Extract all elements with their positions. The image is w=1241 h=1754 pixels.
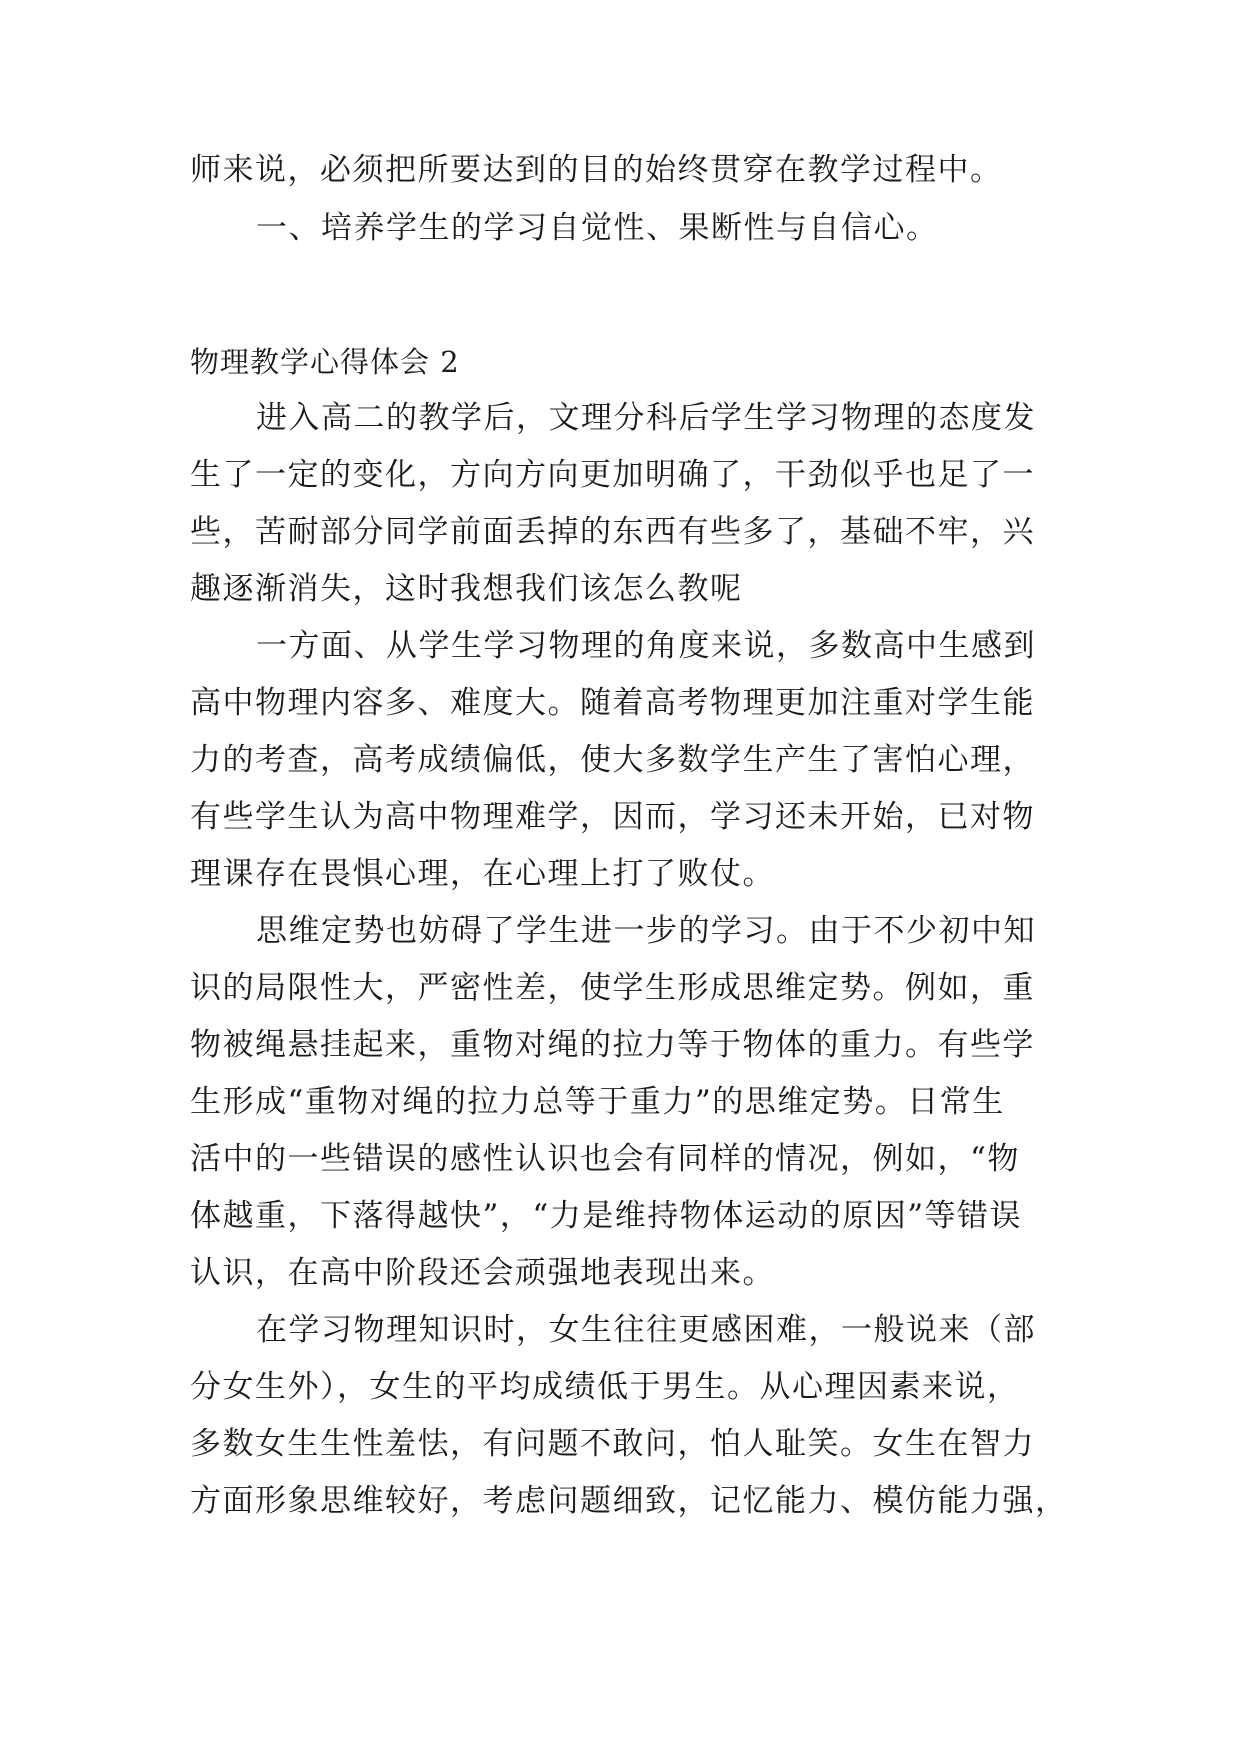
paragraph-line: 分女生外），女生的平均成绩低于男生。从心理因素来说，: [190, 1369, 1020, 1405]
section-heading: 物理教学心得体会 2: [190, 345, 460, 379]
paragraph-line: 活中的一些错误的感性认识也会有同样的情况，例如，“物: [190, 1141, 1020, 1177]
paragraph-line: 体越重，下落得越快”，“力是维持物体运动的原因”等错误: [190, 1198, 1023, 1234]
paragraph-line: 多数女生生性羞怯，有问题不敢问，怕人耻笑。女生在智力: [190, 1426, 1035, 1462]
paragraph-line: 师来说，必须把所要达到的目的始终贯穿在教学过程中。: [190, 152, 1003, 188]
paragraph-line: 理课存在畏惧心理，在心理上打了败仗。: [190, 856, 775, 892]
paragraph-line: 一方面、从学生学习物理的角度来说，多数高中生感到: [256, 628, 1036, 664]
paragraph-line: 方面形象思维较好，考虑问题细致，记忆能力、模仿能力强，: [190, 1483, 1068, 1519]
paragraph-line: 进入高二的教学后，文理分科后学生学习物理的态度发: [256, 400, 1036, 436]
paragraph-line: 趣逐渐消失，这时我想我们该怎么教呢: [190, 571, 743, 607]
paragraph-line: 高中物理内容多、难度大。随着高考物理更加注重对学生能: [190, 685, 1035, 721]
paragraph-line: 一、培养学生的学习自觉性、果断性与自信心。: [256, 210, 939, 246]
paragraph-line: 些，苦耐部分同学前面丢掉的东西有些多了，基础不牢，兴: [190, 514, 1035, 550]
paragraph-line: 认识，在高中阶段还会顽强地表现出来。: [190, 1255, 775, 1291]
paragraph-line: 物被绳悬挂起来，重物对绳的拉力等于物体的重力。有些学: [190, 1027, 1035, 1063]
paragraph-line: 思维定势也妨碍了学生进一步的学习。由于不少初中知: [256, 913, 1036, 949]
paragraph-line: 有些学生认为高中物理难学，因而，学习还未开始，已对物: [190, 799, 1035, 835]
paragraph-line: 生形成“重物对绳的拉力总等于重力”的思维定势。日常生: [190, 1084, 1005, 1120]
paragraph-line: 在学习物理知识时，女生往往更感困难，一般说来（部: [256, 1312, 1036, 1348]
paragraph-line: 力的考查，高考成绩偏低，使大多数学生产生了害怕心理，: [190, 742, 1035, 778]
paragraph-line: 识的局限性大，严密性差，使学生形成思维定势。例如，重: [190, 970, 1035, 1006]
paragraph-line: 生了一定的变化，方向方向更加明确了，干劲似乎也足了一: [190, 457, 1035, 493]
